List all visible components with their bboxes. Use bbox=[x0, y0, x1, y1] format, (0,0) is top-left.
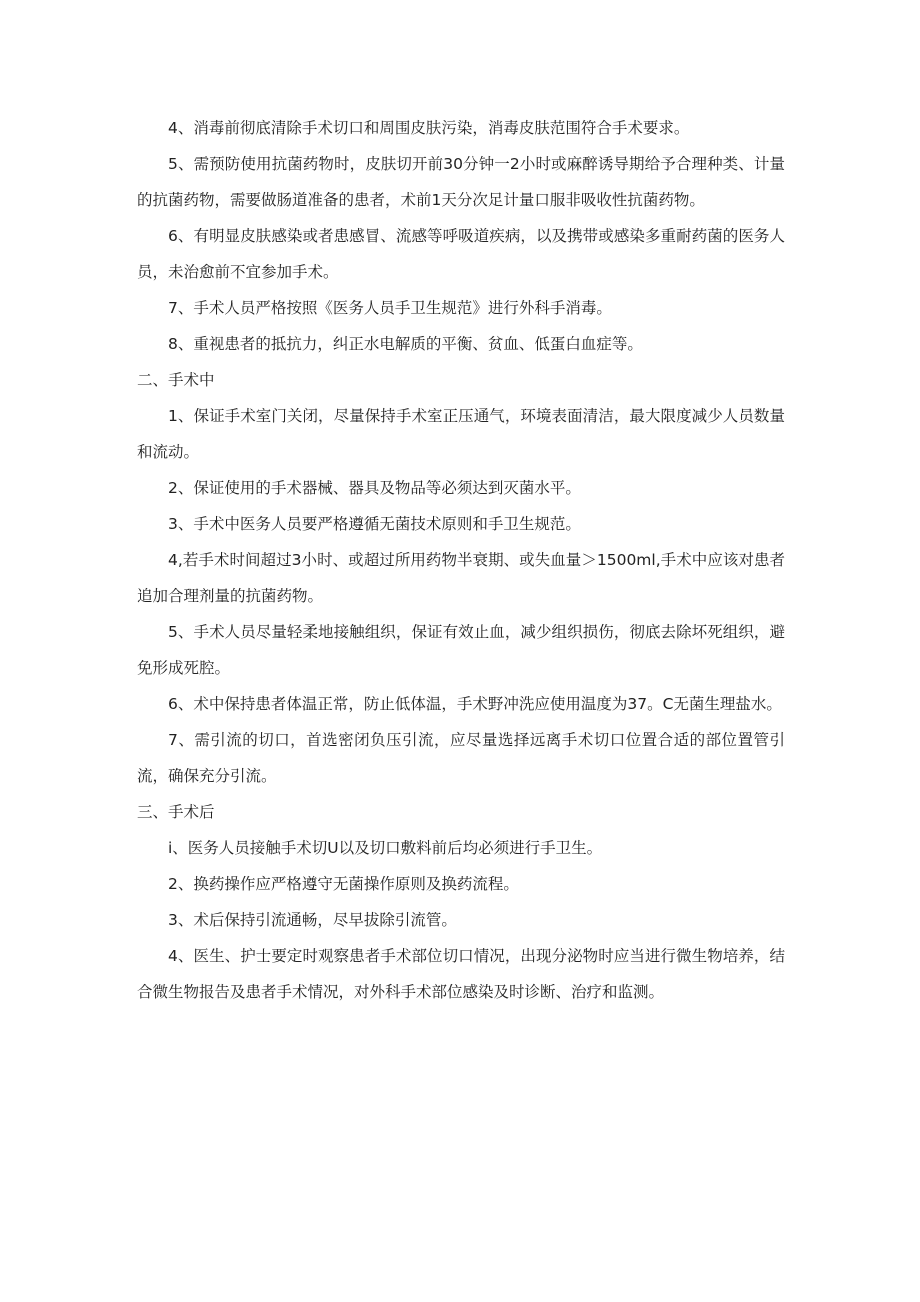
section2-item-7: 7、需引流的切口，首选密闭负压引流，应尽量选择远离手术切口位置合适的部位置管引流，确保充分引流。 bbox=[137, 731, 785, 785]
section1-item-7: 7、手术人员严格按照《医务人员手卫生规范》进行外科手消毒。 bbox=[168, 299, 612, 317]
section1-item-5: 5、需预防使用抗菌药物时，皮肤切开前30分钟一2小时或麻醉诱导期给予合理种类、计量的抗菌药物，需要做肠道准备的患者，术前1天分次足计量口服非吸收性抗菌药物。 bbox=[137, 155, 785, 209]
section1-item-8: 8、重视患者的抵抗力，纠正水电解质的平衡、贫血、低蛋白血症等。 bbox=[168, 335, 643, 353]
section3-heading: 三、手术后 bbox=[137, 803, 215, 821]
section1-item-4: 4、消毒前彻底清除手术切口和周围皮肤污染，消毒皮肤范围符合手术要求。 bbox=[168, 119, 690, 137]
section3-item-1: i、医务人员接触手术切U以及切口敷料前后均必须进行手卫生。 bbox=[168, 839, 603, 857]
section3-item-4: 4、医生、护士要定时观察患者手术部位切口情况，出现分泌物时应当进行微生物培养，结合微生物报告及患者手术情况，对外科手术部位感染及时诊断、治疗和监测。 bbox=[137, 947, 785, 1001]
section2-item-1: 1、保证手术室门关闭，尽量保持手术室正压通气，环境表面清洁，最大限度减少人员数量和流动。 bbox=[137, 407, 785, 461]
section3-item-3: 3、术后保持引流通畅，尽早拔除引流管。 bbox=[168, 911, 457, 929]
section2-heading: 二、手术中 bbox=[137, 371, 215, 389]
document-body bbox=[137, 110, 785, 1010]
section2-item-2: 2、保证使用的手术器械、器具及物品等必须达到灭菌水平。 bbox=[168, 479, 581, 497]
section3-item-2: 2、换药操作应严格遵守无菌操作原则及换药流程。 bbox=[168, 875, 519, 893]
section2-item-6: 6、术中保持患者体温正常，防止低体温，手术野冲洗应使用温度为37。C无菌生理盐水。 bbox=[168, 695, 782, 713]
section1-item-6: 6、有明显皮肤感染或者患感冒、流感等呼吸道疾病，以及携带或感染多重耐药菌的医务人员，未治愈前不宜参加手术。 bbox=[137, 227, 785, 281]
section2-item-5: 5、手术人员尽量轻柔地接触组织，保证有效止血，减少组织损伤，彻底去除坏死组织，避免形成死腔。 bbox=[137, 623, 785, 677]
section2-item-4: 4,若手术时间超过3小时、或超过所用药物半衰期、或失血量＞1500ml,手术中应该对患者追加合理剂量的抗菌药物。 bbox=[137, 551, 785, 605]
section2-item-3: 3、手术中医务人员要严格遵循无菌技术原则和手卫生规范。 bbox=[168, 515, 581, 533]
